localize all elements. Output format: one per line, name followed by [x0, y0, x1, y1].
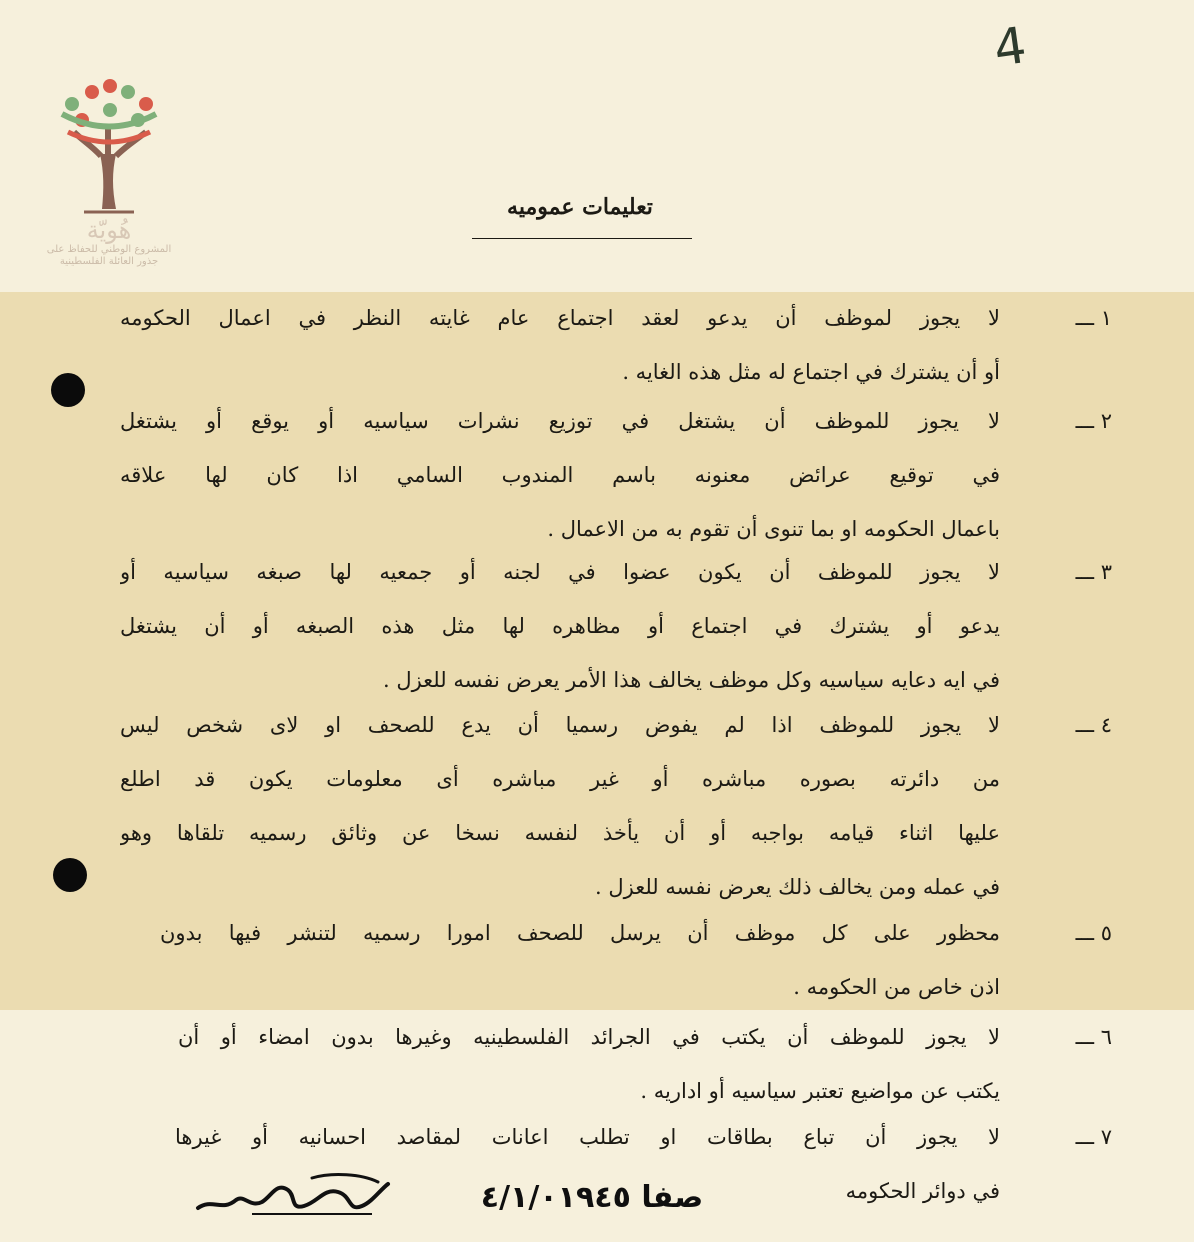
clause-line: في عمله ومن يخالف ذلك يعرض نفسه للعزل . [595, 875, 1000, 899]
clause-line: باعمال الحكومه او بما تنوى أن تقوم به من الاعمال . [547, 517, 1000, 541]
clause-line: أو أن يشترك في اجتماع له مثل هذه الغايه . [622, 360, 1000, 384]
logo-tagline-1: المشروع الوطني للحفاظ على [46, 244, 172, 255]
clause-line: لا يجوز للموظف أن يكون عضوا في لجنه أو جمعيه لها صبغه سياسيه أو [120, 560, 1000, 584]
clause-6 [178, 1010, 1000, 1118]
tree-logo-icon [54, 74, 164, 214]
punch-hole [53, 858, 87, 892]
clause-line: في دوائر الحكومه [845, 1179, 1000, 1203]
clause-line: محظور على كل موظف أن يرسل للصحف امورا رسميه لتنشر فيها بدون [160, 921, 1000, 945]
clause-line: في ايه دعايه سياسيه وكل موظف يخالف هذا الأمر يعرض نفسه للعزل . [382, 668, 1000, 692]
document-title: تعليمات عموميه [507, 194, 653, 220]
logo-wordmark: هُويّة [86, 216, 132, 244]
clause-number: ١ ـــ [1075, 306, 1112, 330]
clause-1 [120, 291, 1000, 399]
clause-number: ٢ ـــ [1075, 409, 1112, 433]
signature-icon [192, 1168, 392, 1228]
clause-line: لا يجوز للموظف أن يكتب في الجرائد الفلسطينيه وغيرها بدون امضاء أو أن [178, 1025, 1000, 1049]
clause-number: ٦ ـــ [1075, 1025, 1112, 1049]
clause-2 [120, 394, 1000, 556]
clause-line: لا يجوز لموظف أن يدعو لعقد اجتماع عام غايته النظر في اعمال الحكومه [120, 306, 1000, 330]
clause-line: اذن خاص من الحكومه . [793, 975, 1000, 999]
clause-number: ٣ ـــ [1075, 560, 1112, 584]
clause-line: من دائرته بصوره مباشره أو غير مباشره أى معلومات يكون قد اطلع [120, 767, 1000, 791]
clause-line: لا يجوز للموظف أن يشتغل في توزيع نشرات سياسيه أو يوقع أو يشتغل [120, 409, 1000, 433]
clause-5 [160, 906, 1000, 1014]
page-number: 4 [990, 16, 1030, 78]
clause-line: يكتب عن مواضيع تعتبر سياسيه أو اداريه . [640, 1079, 1000, 1103]
clause-line: عليها اثناء قيامه بواجبه أو أن يأخذ لنفسه نسخا عن وثائق رسميه تلقاها وهو [120, 821, 1000, 845]
clause-number: ٧ ـــ [1075, 1125, 1112, 1149]
clause-line: يدعو أو يشترك في اجتماع أو مظاهره لها مثل هذه الصبغه أو أن يشتغل [120, 614, 1000, 638]
clause-4 [120, 698, 1000, 914]
logo-tagline-2: جذور العائلة الفلسطينية [59, 256, 159, 267]
watermark-logo [34, 74, 184, 268]
clause-line: في توقيع عرائض معنونه باسم المندوب السامي اذا كان لها علاقه [120, 463, 1000, 487]
clause-line: لا يجوز للموظف اذا لم يفوض رسميا أن يدع للصحف او لاى شخص ليس [120, 713, 1000, 737]
punch-hole [51, 373, 85, 407]
handwritten-date: صفا ٤/١/٠١٩٤٥ [480, 1180, 704, 1215]
clause-number: ٥ ـــ [1075, 921, 1112, 945]
clause-line: لا يجوز أن تباع بطاقات او تطلب اعانات لمقاصد احسانيه أو غيرها [175, 1125, 1000, 1149]
title-underline [472, 238, 692, 239]
clause-number: ٤ ـــ [1075, 713, 1112, 737]
clause-3 [120, 545, 1000, 707]
